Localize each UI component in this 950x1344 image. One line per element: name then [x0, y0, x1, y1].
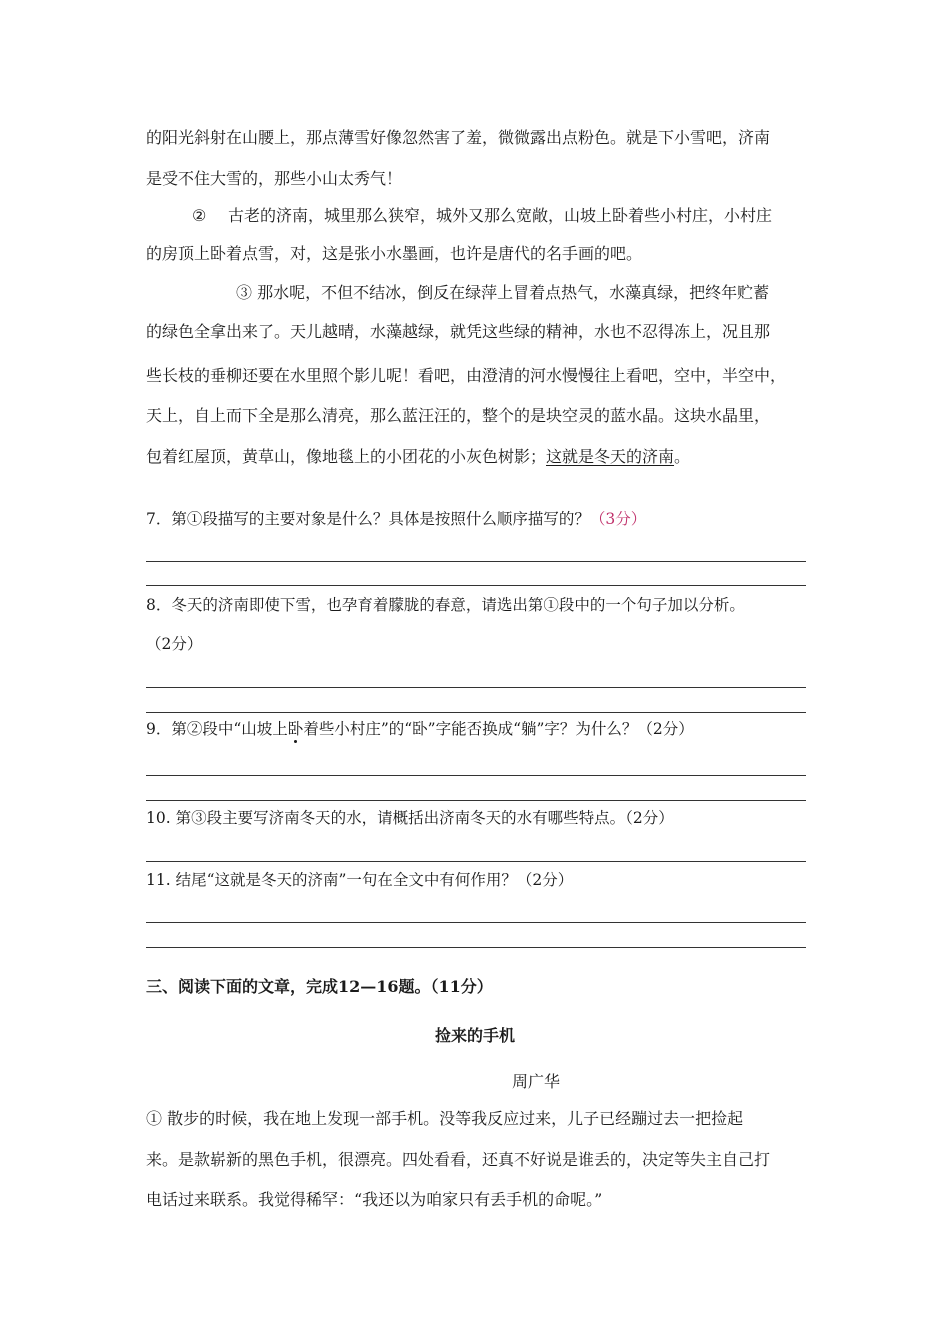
passage-p3-line2: 的绿色全拿出来了。天儿越晴，水藻越绿，就凭这些绿的精神，水也不忍得冻上，况且那 [146, 322, 771, 341]
passage-p1-line1: 的阳光斜射在山腰上，那点薄雪好像忽然害了羞，微微露出点粉色。就是下小雪吧，济南 [146, 128, 771, 147]
underlined-sentence: 这就是冬天的济南 [546, 447, 675, 466]
answer-line-q7-1[interactable] [146, 561, 806, 562]
answer-line-q11-2[interactable] [146, 947, 806, 948]
passage-p1-line2: 是受不住大雪的，那些小山太秀气！ [146, 169, 403, 188]
question-10: 10. 第③段主要写济南冬天的水，请概括出济南冬天的水有哪些特点。（2分） [146, 809, 674, 827]
passage-p3-line3: 些长枝的垂柳还要在水里照个影儿呢！看吧，由澄清的河水慢慢往上看吧，空中，半空中， [146, 366, 787, 385]
answer-line-q9-1[interactable] [146, 775, 806, 776]
question-7 [146, 508, 646, 530]
answer-line-q11-1[interactable] [146, 922, 806, 923]
answer-line-q8-2[interactable] [146, 712, 806, 713]
question-8-line2: （2分） [146, 635, 203, 653]
article-p1-line2: 来。是款崭新的黑色手机，很漂亮。四处看看，还真不好说是谁丢的，决定等失主自己打 [146, 1150, 771, 1169]
passage-p3-line5 [146, 446, 690, 468]
emphasized-character: 卧 [287, 720, 304, 738]
passage-p3-line5-post: 。 [674, 447, 691, 466]
answer-line-q7-2[interactable] [146, 585, 806, 586]
passage-p3-line1: ③ 那水呢，不但不结冰，倒反在绿萍上冒着点热气，水藻真绿，把终年贮蓄 [236, 283, 770, 302]
question-9-post: 着些小村庄”的“卧”字能否换成“躺”字？为什么？（2分） [303, 720, 694, 738]
section-3-heading: 三、阅读下面的文章，完成12—16题。（11分） [146, 977, 493, 996]
article-p1-line1: ① 散步的时候，我在地上发现一部手机。没等我反应过来，儿子已经蹦过去一把捡起 [146, 1109, 744, 1128]
answer-line-q8-1[interactable] [146, 687, 806, 688]
article-author: 周广华 [512, 1072, 561, 1091]
passage-p2-marker: ② [192, 206, 207, 225]
passage-p2-line2: 的房顶上卧着点雪，对，这是张小水墨画，也许是唐代的名手画的吧。 [146, 244, 643, 263]
question-9-pre: 9．第②段中“山坡上 [146, 720, 288, 738]
article-p1-line3: 电话过来联系。我觉得稀罕：“我还以为咱家只有丢手机的命呢。” [146, 1190, 603, 1209]
question-7-text: 7．第①段描写的主要对象是什么？具体是按照什么顺序描写的？ [146, 510, 590, 528]
question-8-line1: 8．冬天的济南即使下雪，也孕育着朦胧的春意，请选出第①段中的一个句子加以分析。 [146, 596, 745, 614]
passage-p3-line4: 天上，自上而下全是那么清亮，那么蓝汪汪的，整个的是块空灵的蓝水晶。这块水晶里， [146, 406, 771, 425]
passage-p3-line5-pre: 包着红屋顶，黄草山，像地毯上的小团花的小灰色树影； [146, 447, 547, 466]
question-7-score: （3分） [589, 510, 647, 528]
question-9 [146, 718, 694, 740]
article-title: 捡来的手机 [434, 1026, 515, 1045]
answer-line-q10[interactable] [146, 861, 806, 862]
answer-line-q9-2[interactable] [146, 800, 806, 801]
question-11: 11. 结尾“这就是冬天的济南”一句在全文中有何作用？（2分） [146, 871, 574, 889]
passage-p2-line1: 古老的济南，城里那么狭窄，城外又那么宽敞，山坡上卧着些小村庄，小村庄 [228, 206, 773, 225]
